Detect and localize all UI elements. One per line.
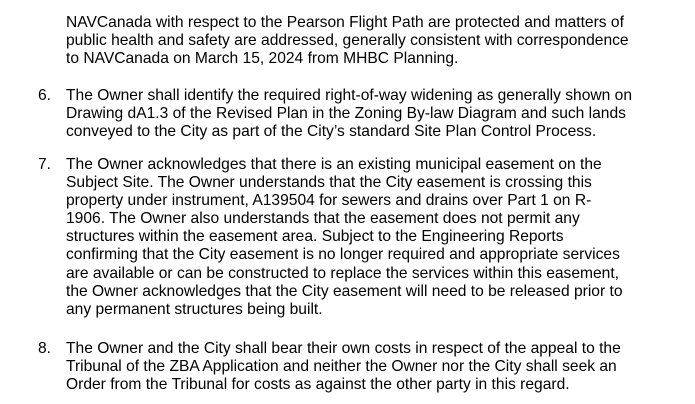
item-number: 6. — [38, 87, 52, 104]
text-line: any permanent structures being built. — [66, 300, 323, 318]
text-line: conveyed to the City as part of the City’s standard Site Plan Control Process. — [66, 123, 597, 141]
item-number: 7. — [38, 156, 52, 173]
text-line: property under instrument, A139504 for sewers and drains over Part 1 on R- — [66, 192, 592, 210]
text-line: Subject Site. The Owner understands that the City easement is crossing this — [66, 174, 592, 192]
text-line: The Owner and the City shall bear their own costs in respect of the appeal to the — [66, 340, 621, 357]
continued-paragraph — [66, 14, 646, 68]
text-line: Tribunal of the ZBA Application and neither the Owner nor the City shall seek an — [66, 358, 617, 376]
list-item-7 — [66, 156, 646, 319]
text-line: confirming that the City easement is no longer required and appropriate services — [66, 246, 620, 264]
text-line: The Owner shall identify the required right-of-way widening as generally shown on — [66, 87, 633, 104]
text-line: public health and safety are addressed, generally consistent with correspondence — [66, 32, 629, 50]
list-item-6 — [66, 87, 646, 141]
text-line: The Owner acknowledges that there is an existing municipal easement on the — [66, 156, 602, 173]
item-number: 8. — [38, 340, 52, 357]
text-line: Order from the Tribunal for costs as against the other party in this regard. — [66, 376, 570, 394]
text-line: structures within the easement area. Subject to the Engineering Reports — [66, 228, 564, 246]
text-line: the Owner acknowledges that the City easement will need to be released prior to — [66, 282, 623, 300]
text-line: to NAVCanada on March 15, 2024 from MHBC Planning. — [66, 50, 459, 68]
text-line: NAVCanada with respect to the Pearson Flight Path are protected and matters of — [66, 14, 624, 31]
text-line: Drawing dA1.3 of the Revised Plan in the Zoning By-law Diagram and such lands — [66, 105, 626, 123]
list-item-8 — [66, 340, 646, 394]
text-line: 1906. The Owner also understands that the easement does not permit any — [66, 210, 580, 228]
text-line: are available or can be constructed to replace the services within this easement, — [66, 264, 620, 282]
